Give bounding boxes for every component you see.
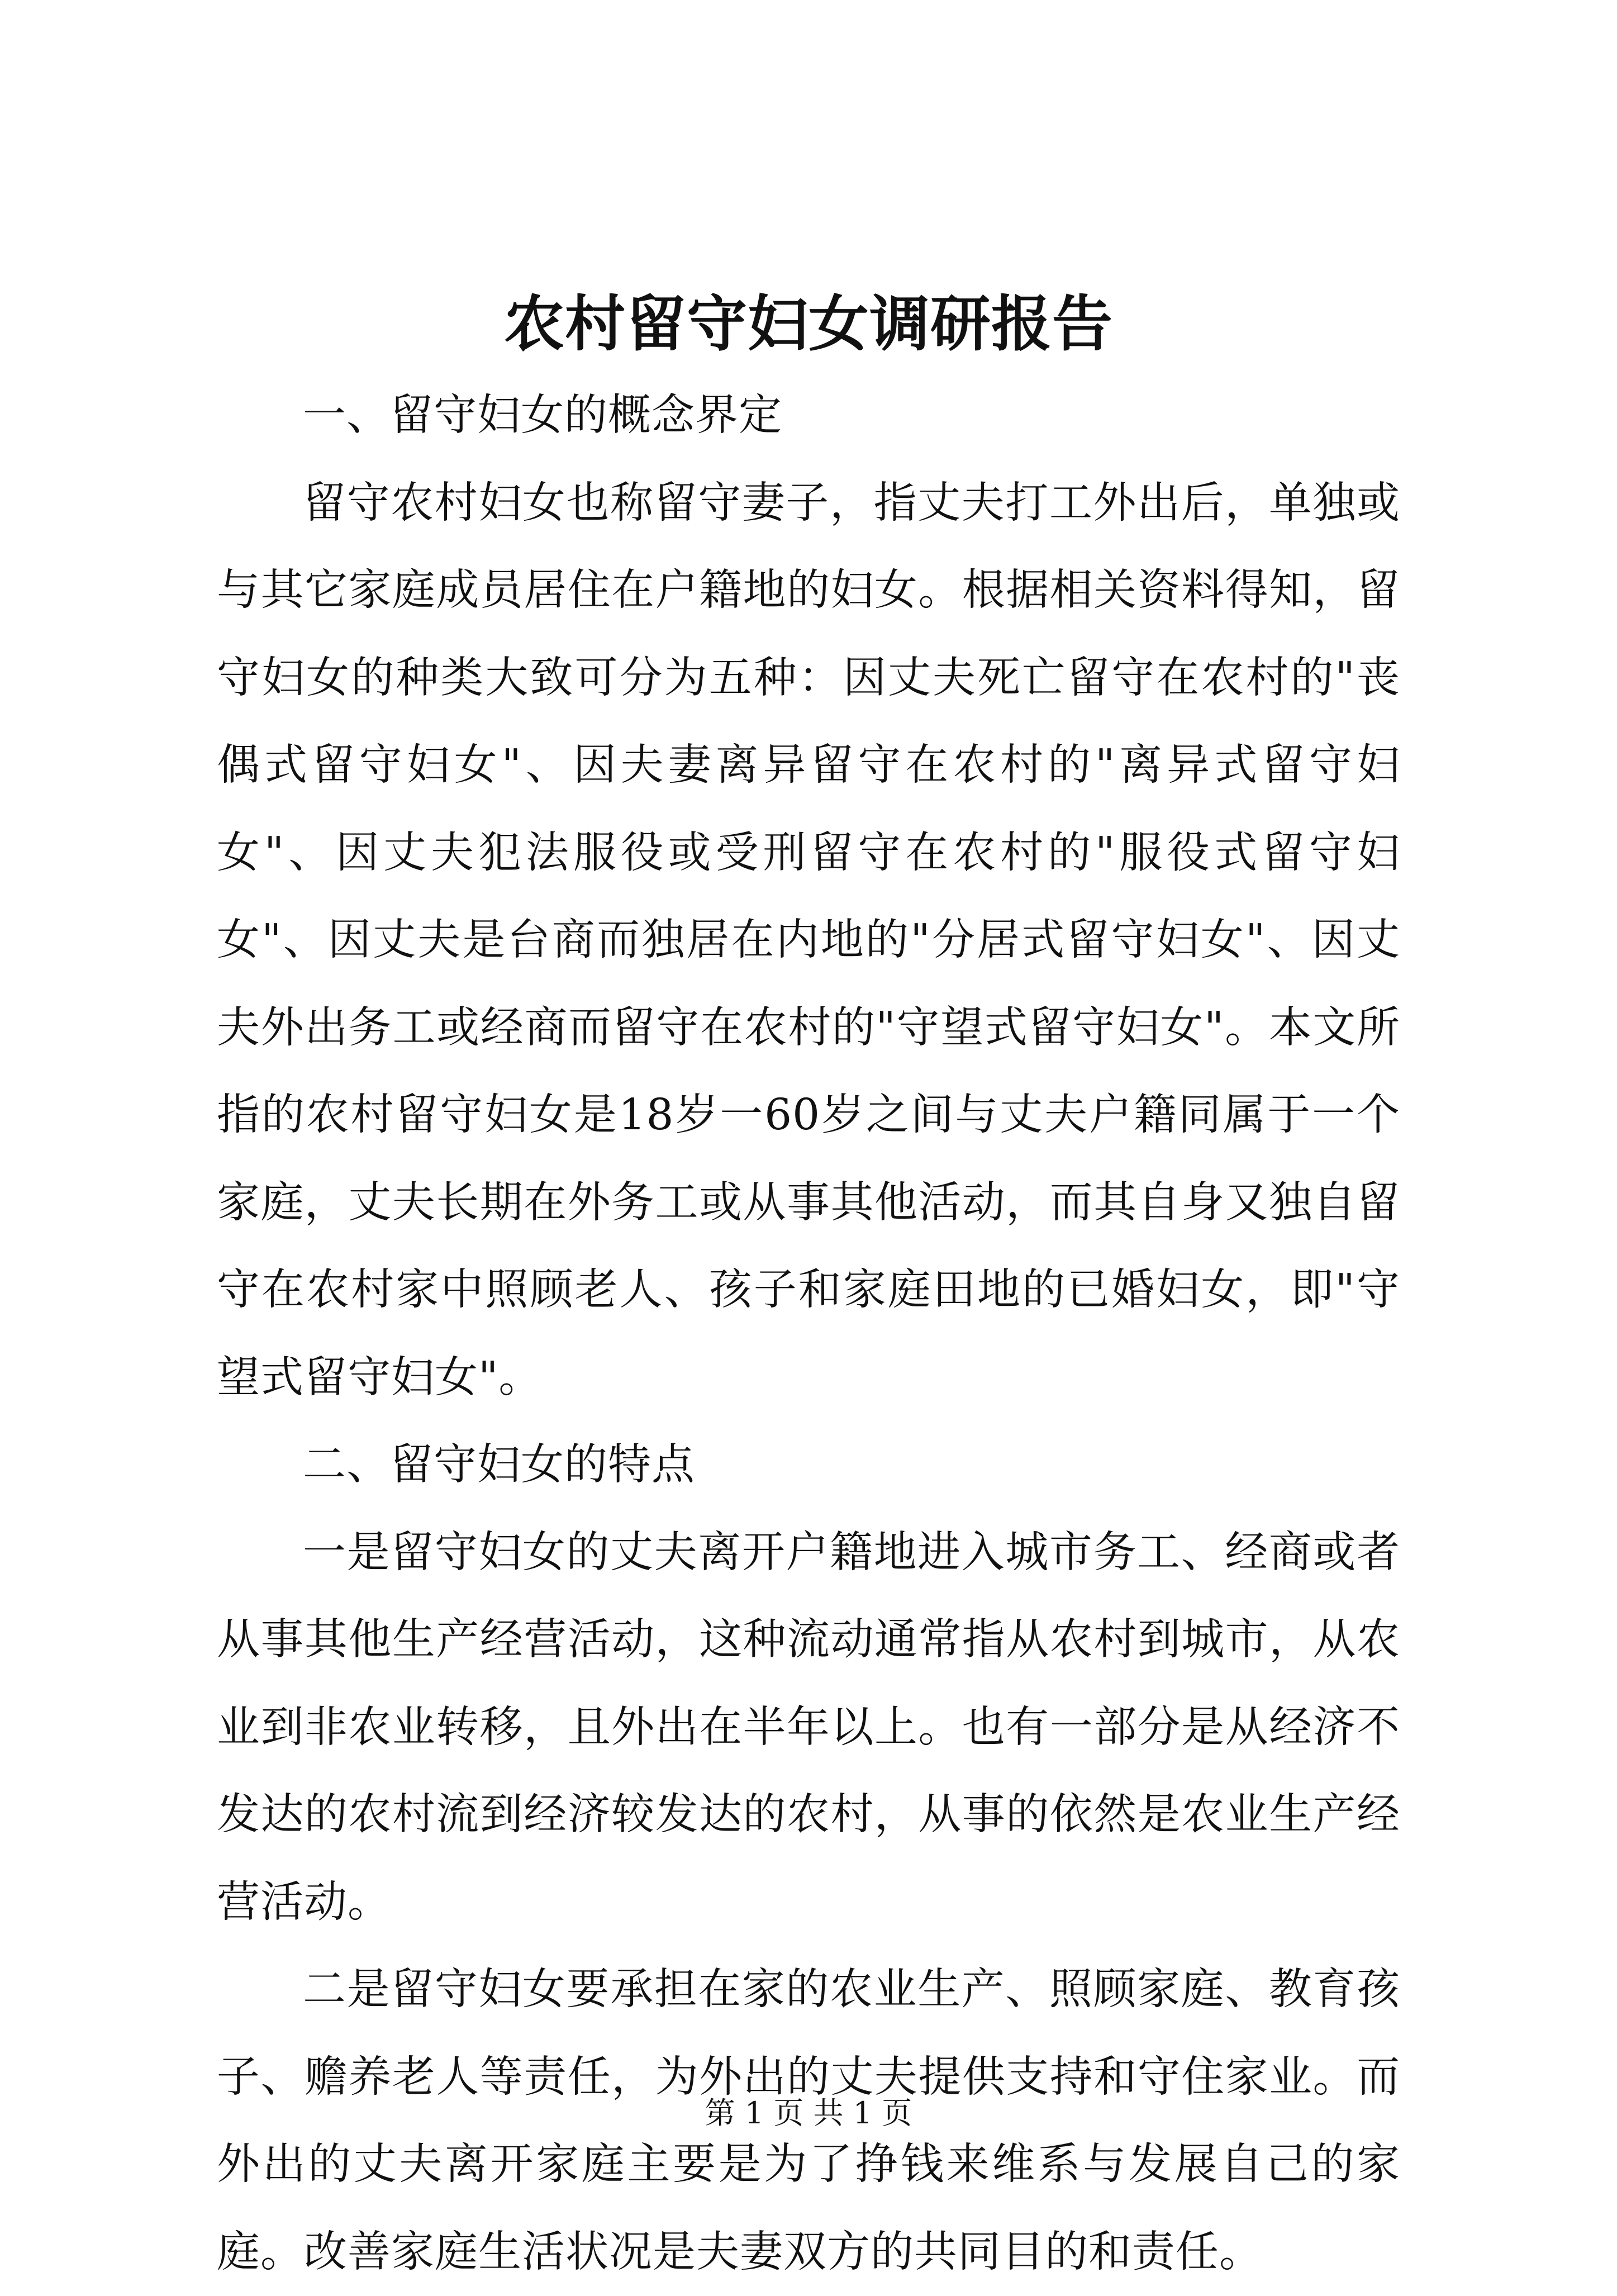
section-heading-characteristics: 二、留守妇女的特点	[303, 1440, 695, 1490]
paragraph-concept-definition: 留守农村妇女也称留守妻子，指丈夫打工外出后，单独或与其它家庭成员居住在户籍地的妇女。根据相关资料得知，留守妇女的种类大致可分为五种：因丈夫死亡留守在农村的"丧偶式留守妇女"、因夫妻离异留守在农村的"离异式留守妇女"、因丈夫犯法服役或受刑留守在农村的"服役式留守妇女"、因丈夫是台商而独居在内地的"分居式留守妇女"、因丈夫外出务工或经商而留守在农村的"守望式留守妇女"。本文所指的农村留守妇女是18岁一60岁之间与丈夫户籍同属于一个家庭，丈夫长期在外务工或从事其他活动，而其自身又独自留守在农村家中照顾老人、孩子和家庭田地的已婚妇女，即"守望式留守妇女"。	[217, 478, 1400, 1403]
paragraph-characteristic-two: 二是留守妇女要承担在家的农业生产、照顾家庭、教育孩子、赡养老人等责任，为外出的丈夫提供支持和守住家业。而外出的丈夫离开家庭主要是为了挣钱来维系与发展自己的家庭。改善家庭生活状况是夫妻双方的共同目的和责任。	[217, 1965, 1400, 2277]
section-heading-concept: 一、留守妇女的概念界定	[303, 391, 782, 440]
document-body	[217, 279, 1400, 2296]
document-title: 农村留守妇女调研报告	[503, 289, 1113, 359]
page-number-footer: 第 1 页 共 1 页	[705, 2095, 912, 2131]
paragraph-characteristic-one: 一是留守妇女的丈夫离开户籍地进入城市务工、经商或者从事其他生产经营活动，这种流动通常指从农村到城市，从农业到非农业转移，且外出在半年以上。也有一部分是从经济不发达的农村流到经济较发达的农村，从事的依然是农业生产经营活动。	[217, 1527, 1400, 1927]
